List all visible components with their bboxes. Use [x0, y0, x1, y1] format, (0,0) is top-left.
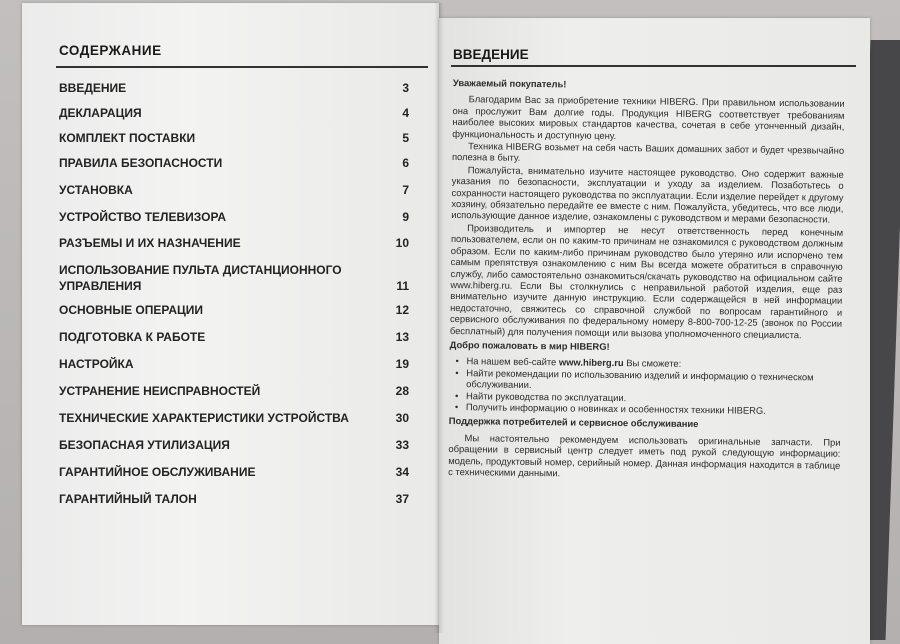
toc-page-number: 34 — [395, 465, 409, 479]
introduction-title: ВВЕДЕНИЕ — [453, 47, 529, 62]
toc-entry-label: НАСТРОЙКА — [59, 357, 134, 371]
toc-entry-label: ГАРАНТИЙНОЕ ОБСЛУЖИВАНИЕ — [59, 465, 256, 479]
list-item: • Найти руководства по эксплуатации. — [455, 390, 841, 406]
toc-entry — [59, 262, 409, 294]
toc-entry-label: ПОДГОТОВКА К РАБОТЕ — [59, 330, 206, 344]
toc-entry-label: ВВЕДЕНИЕ — [59, 81, 127, 95]
toc-page-number: 5 — [402, 131, 409, 145]
toc-entry — [59, 130, 409, 146]
toc-entry-label: ИСПОЛЬЗОВАНИЕ ПУЛЬТА ДИСТАНЦИОННОГО УПРАВЛЕНИЯ — [59, 263, 342, 293]
toc-entry-label: УСТРОЙСТВО ТЕЛЕВИЗОРА — [59, 210, 227, 224]
toc-entry-label: ДЕКЛАРАЦИЯ — [59, 106, 142, 120]
contents-page — [22, 3, 439, 625]
toc-page-number: 3 — [402, 81, 409, 95]
booklet-spine — [434, 3, 444, 633]
list-item: • Получить информацию о новинках и особенностях техники HIBERG. — [455, 401, 841, 417]
toc-entry-label: УСТРАНЕНИЕ НЕИСПРАВНОСТЕЙ — [59, 384, 261, 398]
toc-entry — [59, 235, 409, 251]
toc-entry-label: УСТАНОВКА — [59, 183, 133, 197]
toc-page-number: 6 — [402, 156, 409, 170]
toc-page-number: 4 — [402, 106, 409, 120]
paragraph: Техника HIBERG возьмет на себя часть Ваших домашних забот и будет чрезвычайно полезна в быту. — [451, 140, 845, 164]
greeting: Уважаемый покупатель! — [452, 76, 567, 90]
toc-entry-label: ПРАВИЛА БЕЗОПАСНОСТИ — [59, 156, 223, 170]
toc-entry — [59, 491, 409, 507]
introduction-text — [448, 74, 845, 483]
toc-entry — [59, 464, 409, 480]
toc-entry-label: КОМПЛЕКТ ПОСТАВКИ — [59, 131, 196, 145]
contents-list — [59, 80, 409, 507]
title-divider — [56, 66, 428, 68]
toc-page-number: 19 — [395, 357, 409, 371]
welcome-heading: Добро пожаловать в мир HIBERG! — [449, 338, 610, 352]
toc-entry-label: ГАРАНТИЙНЫЙ ТАЛОН — [59, 492, 197, 506]
introduction-page — [439, 18, 870, 644]
site-intro-suffix: Вы сможете: — [623, 357, 682, 370]
toc-entry — [59, 105, 409, 121]
toc-page-number: 10 — [395, 236, 409, 250]
website-link[interactable]: www.hiberg.ru — [558, 356, 624, 369]
toc-entry — [59, 356, 409, 372]
contents-title: СОДЕРЖАНИЕ — [59, 43, 162, 58]
toc-entry — [59, 329, 409, 345]
toc-entry-label: РАЗЪЕМЫ И ИХ НАЗНАЧЕНИЕ — [59, 236, 241, 250]
site-intro-prefix: На нашем веб-сайте — [466, 355, 559, 368]
toc-entry — [59, 182, 409, 198]
toc-page-number: 11 — [396, 279, 409, 293]
toc-entry — [59, 302, 409, 318]
toc-page-number: 12 — [395, 303, 409, 317]
paragraph: Благодарим Вас за приобретение техники HIBERG. При правильном использовании она прослужит Вам долгие годы. Продукция HIBERG соответствует требованиям наиболее высоких мировых стандартов качества, сочетая в себе утонченный дизайн, функциональность и доступную цену. — [452, 93, 845, 141]
toc-page-number: 30 — [395, 411, 409, 425]
toc-entry — [59, 410, 409, 426]
toc-entry-label: БЕЗОПАСНАЯ УТИЛИЗАЦИЯ — [59, 438, 230, 452]
paragraph: Мы настоятельно рекомендуем использовать оригинальные запчасти. При обращении в сервисный центр следует иметь под рукой следующую информацию: модель, продуктовый номер, серийный номер. Данная информация находится в таблице с техническими данными. — [448, 431, 841, 479]
toc-entry-label: ОСНОВНЫЕ ОПЕРАЦИИ — [59, 303, 204, 317]
toc-entry — [59, 437, 409, 453]
toc-page-number: 9 — [402, 210, 409, 224]
toc-page-number: 28 — [395, 384, 409, 398]
paragraph: Пожалуйста, внимательно изучите настоящее руководство. Оно содержит важные указания по безопасности, эксплуатации и уходу за изделием. Позаботьтесь о сохранности настоящего руководства по эксплуатации. Если изделие перейдет к другому хозяину, обязательно передайте ее вместе с ним. Пожалуйста, убедитесь, что все люди, использующие данное изделие, ознакомлены с руководством и мерами безопасности. — [451, 164, 844, 226]
website-features-list — [455, 355, 842, 417]
toc-entry — [59, 209, 409, 225]
toc-entry-label: ТЕХНИЧЕСКИЕ ХАРАКТЕРИСТИКИ УСТРОЙСТВА — [59, 411, 349, 425]
paragraph: Производитель и импортер не несут ответственность перед конечным пользователем, если он по каким-то причинам не ознакомился с руководством должным образом. Если по каким-либо причинам руководство было утеряно или испорчено тем самым препятствуя ознакомлению с ним Вы всегда можете обратиться в справочную службу, либо самостоятельно ознакомиться/скачать руководство на официальном сайте www.hiberg.ru. Если Вы столкнулись с неправильной работой изделия, еще раз внимательно изучите данную инструкцию. Если содержащейся в ней информации недостаточно, свяжитесь со справочной службой по вопросам гарантийного и сервисного обслуживания по федеральному номеру 8-800-700-12-25 (звонок по России бесплатный) для получения помощи или вызова уполномоченного специалиста. — [449, 222, 844, 340]
toc-page-number: 37 — [395, 492, 409, 506]
toc-entry — [59, 383, 409, 399]
title-divider — [451, 65, 856, 67]
toc-page-number: 33 — [395, 438, 409, 452]
toc-entry — [59, 80, 409, 96]
support-heading: Поддержка потребителей и сервисное обслуживание — [448, 415, 699, 430]
toc-page-number: 7 — [402, 183, 409, 197]
toc-entry — [59, 155, 409, 171]
toc-page-number: 13 — [395, 330, 409, 344]
list-item: • Найти рекомендации по использованию изделий и информацию о техническом обслуживании. — [455, 367, 841, 395]
